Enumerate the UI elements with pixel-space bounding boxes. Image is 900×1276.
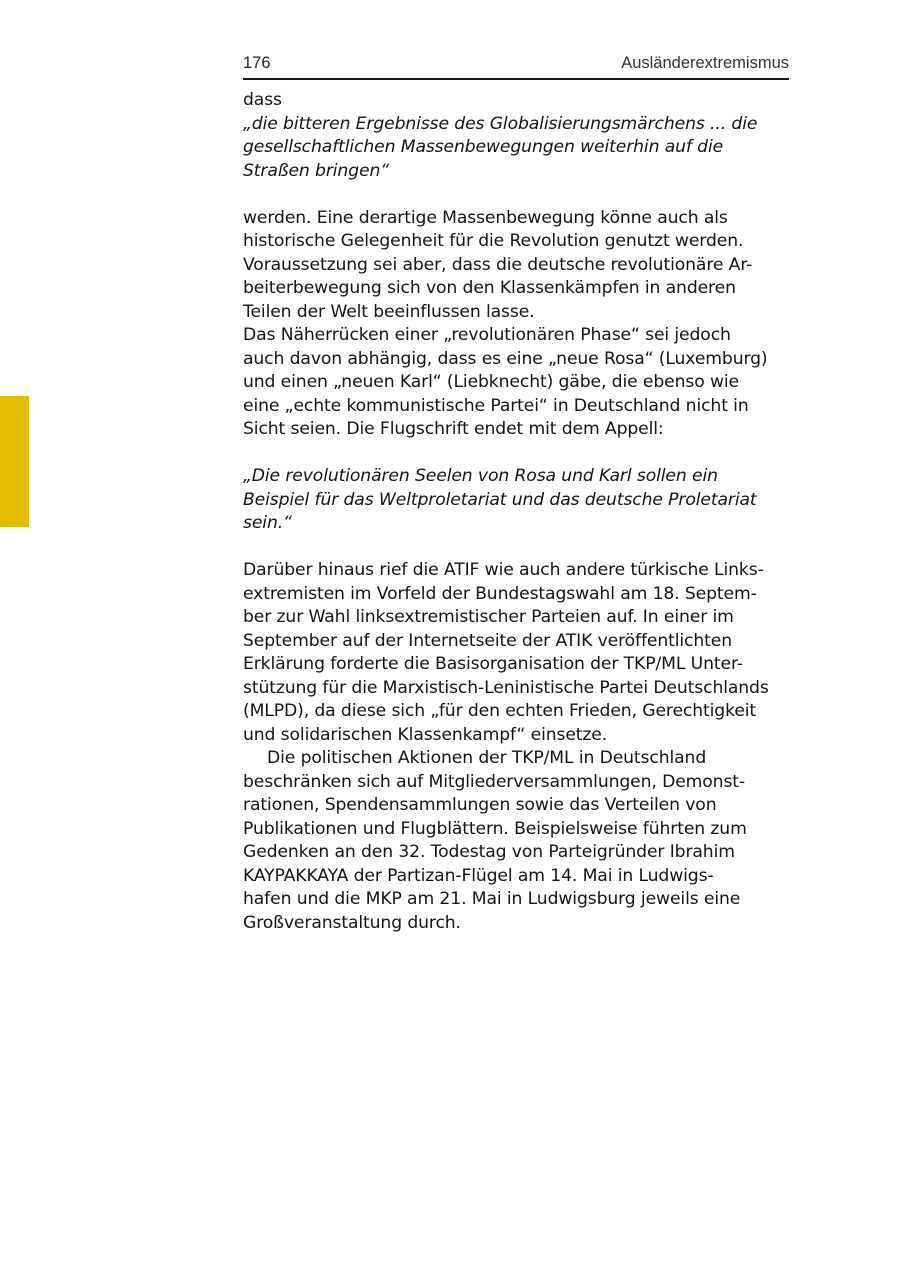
text-line: und solidarischen Klassenkampf“ einsetze. (243, 724, 608, 745)
text-line: hafen und die MKP am 21. Mai in Ludwigsburg jeweils eine (243, 889, 741, 909)
page-body (243, 89, 791, 935)
text-line: KAYPAKKAYA der Partizan-Flügel am 14. Mai in Ludwigs- (243, 865, 714, 886)
text-line: Erklärung forderte die Basisorganisation der TKP/ML Unter- (243, 654, 743, 674)
text-line: werden. Eine derartige Massenbewegung könne auch als (243, 207, 728, 228)
quote-line: sein.“ (243, 513, 292, 533)
text-line: und einen „neuen Karl“ (Liebknecht) gäbe, die ebenso wie (243, 372, 739, 392)
text-line: Publikationen und Flugblättern. Beispielsweise führten zum (243, 818, 747, 839)
running-head: Ausländerextremismus (621, 54, 789, 72)
text-line: stützung für die Marxistisch-Leninistische Partei Deutschlands (243, 677, 769, 698)
intro-line: dass (243, 90, 282, 110)
text-line: rationen, Spendensammlungen sowie das Verteilen von (243, 795, 717, 815)
chapter-marker-tab (0, 396, 29, 527)
quote-line: gesellschaftlichen Massenbewegungen weiterhin auf die (243, 137, 724, 157)
text-line: Das Näherrücken einer „revolutionären Phase“ sei jedoch (243, 325, 731, 345)
page-number: 176 (243, 54, 271, 72)
quote-globalisierung (243, 113, 791, 184)
text-line: eine „echte kommunistische Partei“ in Deutschland nicht in (243, 395, 749, 416)
quote-appell (243, 465, 791, 536)
text-line: September auf der Internetseite der ATIK veröffentlichten (243, 630, 733, 651)
text-line: (MLPD), da diese sich „für den echten Frieden, Gerechtigkeit (243, 701, 757, 721)
quote-line: „Die revolutionären Seelen von Rosa und Karl sollen ein (243, 466, 718, 486)
quote-line: „die bitteren Ergebnisse des Globalisierungsmärchens ... die (243, 113, 758, 134)
text-line: extremisten im Vorfeld der Bundestagswahl am 18. Septem- (243, 583, 757, 604)
paragraph-bundestagswahl (243, 559, 791, 747)
page-header (243, 52, 789, 80)
text-line: historische Gelegenheit für die Revolution genutzt werden. (243, 231, 744, 251)
paragraph-aktionen (243, 747, 791, 935)
paragraph-revolution (243, 207, 791, 442)
text-line: beschränken sich auf Mitgliederversammlungen, Demonst- (243, 771, 745, 792)
text-line: Sicht seien. Die Flugschrift endet mit dem Appell: (243, 419, 664, 439)
text-line: Teilen der Welt beeinflussen lasse. (243, 301, 535, 322)
text-line: auch davon abhängig, dass es eine „neue Rosa“ (Luxemburg) (243, 348, 768, 369)
quote-line: Beispiel für das Weltproletariat und das deutsche Proletariat (243, 489, 757, 510)
text-line: Großveranstaltung durch. (243, 912, 461, 933)
text-line: ber zur Wahl linksextremistischer Parteien auf. In einer im (243, 607, 734, 627)
text-line: Voraussetzung sei aber, dass die deutsche revolutionäre Ar- (243, 254, 753, 275)
text-line: Gedenken an den 32. Todestag von Parteigründer Ibrahim (243, 842, 735, 862)
quote-line: Straßen bringen“ (243, 160, 390, 181)
text-line: beiterbewegung sich von den Klassenkämpfen in anderen (243, 278, 736, 298)
text-line: Die politischen Aktionen der TKP/ML in Deutschland (267, 748, 707, 768)
text-line: Darüber hinaus rief die ATIF wie auch andere türkische Links- (243, 560, 764, 580)
